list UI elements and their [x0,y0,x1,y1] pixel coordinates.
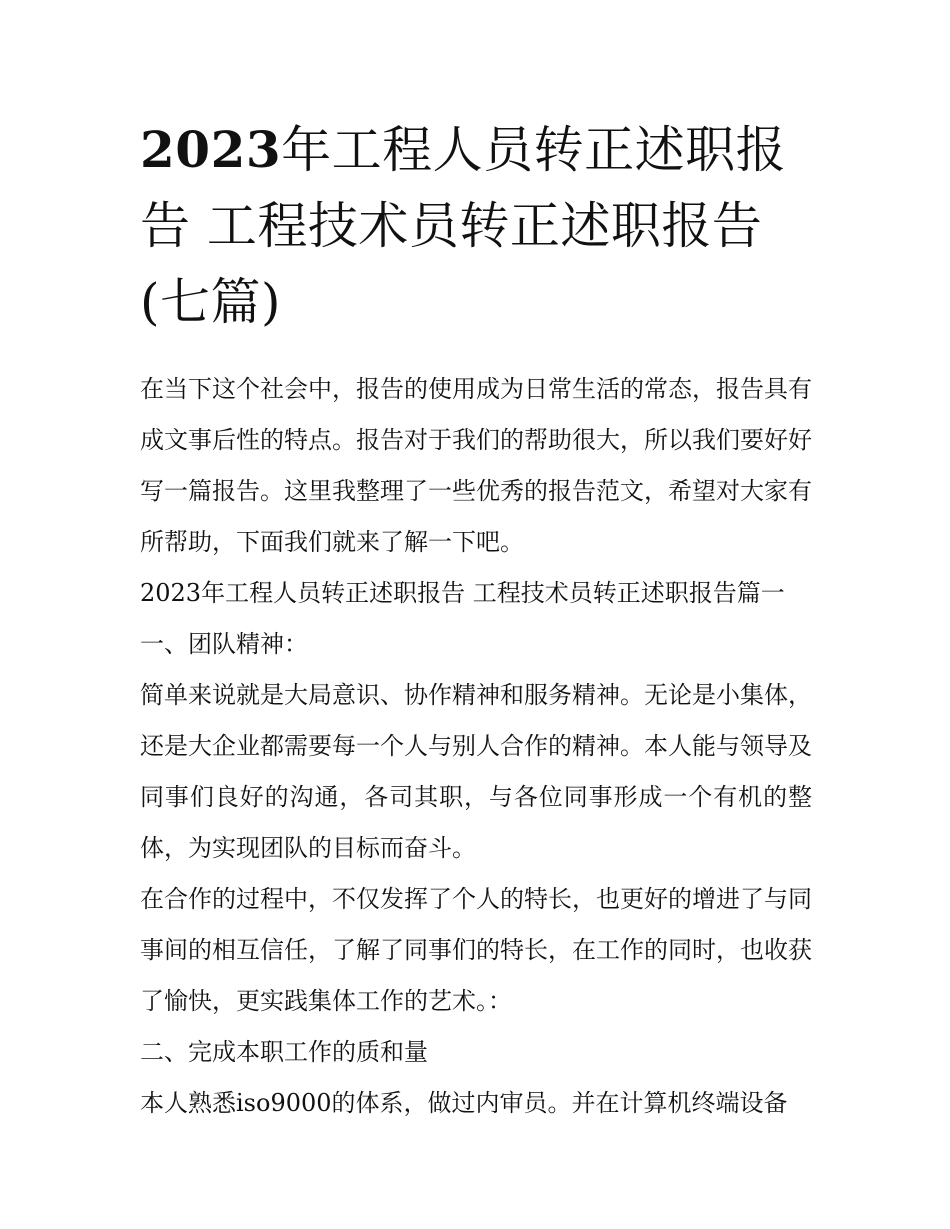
title-year: 2023 [140,120,282,179]
cooperation-paragraph: 在合作的过程中，不仅发挥了个人的特长，也更好的增进了与同事间的相互信任，了解了同事们的特长，在工作的同时，也收获了愉快，更实践集体工作的艺术。： [140,885,812,1015]
team-spirit-paragraph: 简单来说就是大局意识、协作精神和服务精神。无论是小集体，还是大企业都需要每一个人与别人合作的精神。本人能与领导及同事们良好的沟通，各司其职，与各位同事形成一个有机的整体，为实现团队的目标而奋斗。 [140,681,812,862]
document-body [140,364,812,1129]
intro-paragraph: 在当下这个社会中，报告的使用成为日常生活的常态，报告具有成文事后性的特点。报告对于我们的帮助很大，所以我们要好好写一篇报告。这里我整理了一些优秀的报告范文，希望对大家有所帮助，下面我们就来了解一下吧。 [140,375,812,556]
document-content [140,112,812,1129]
subheading-work-quality: 二、完成本职工作的质和量 [140,1038,428,1066]
document-title [140,112,812,340]
subheading-team-spirit: 一、团队精神： [140,630,308,658]
section-heading-part-one: 2023年工程人员转正述职报告 工程技术员转正述职报告篇一 [140,579,785,607]
work-quality-paragraph: 本人熟悉iso9000的体系，做过内审员。并在计算机终端设备 [140,1089,788,1117]
title-text: 年工程人员转正述职报告 工程技术员转正述职报告(七篇) [140,121,787,331]
